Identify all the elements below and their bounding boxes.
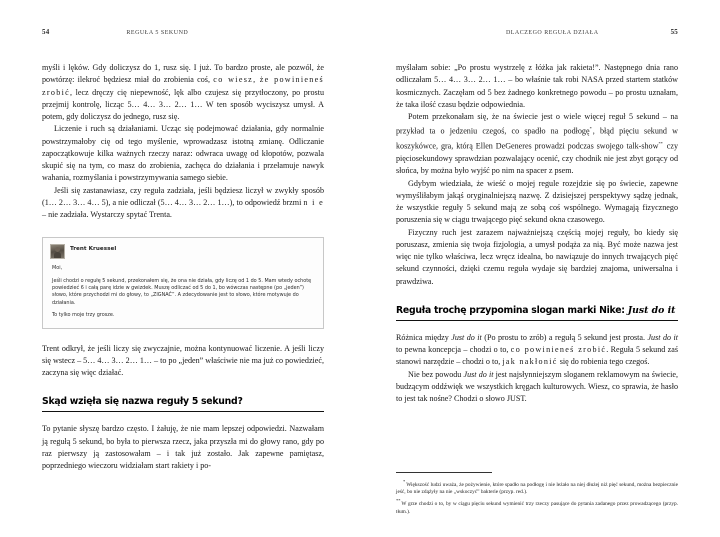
section-heading-italic-part: Just do it — [627, 304, 676, 316]
paragraph-rocket-launch: myślałam sobie: „Po prostu wystrzelę z łóżka jak rakieta!”. Następnego dnia rano odliczałam 5… 4… 3… 2… 1… – bo właśnie tak robi NASA przed startem statków kosmicznych. Zaczęłam od 5 bez żadnego konkretnego powodu – po prostu uznałam, że taka ilość czasu będzie odpowiednia. — [396, 63, 678, 109]
testimonial-header — [50, 244, 315, 259]
running-head-right — [396, 28, 678, 40]
footnote-marker: ** — [396, 498, 401, 504]
paragraph-continued: myśli i lęków. Gdy doliczysz do 1, rusz się. I już. To bardzo proste, ale pozwól, że powtórzę: ilekroć będziesz miał do zrobienia coś, co wiesz, że powinieneś zrobić, lecz dręczy cię niepewność, lęk albo czujesz się przytłoczony, po prostu przejmij kontrolę, licząc 5… 4… 3… 2… 1… W ten sposób wyciszysz umysł. A potem, gdy doliczysz do jednego, rusz się. — [42, 63, 324, 121]
emphasis-spaced-text: że powinieneś zrobić — [42, 75, 324, 97]
paragraph-name-origin-reflection: Gdybym wiedziała, że wieść o mojej regule rozejdzie się po świecie, zapewne wymyśliłabym jakąś oryginalniejszą nazwę. Z dzisiejszej perspektywy sądzę jednak, że wszystkie reguły 5 sekund mają ze sobą coś wspólnego. Wymagają fizycznego poruszenia się w ciągu trwającego pięć sekund okna czasowego. — [396, 178, 678, 225]
paragraph-trent-discovery: Trent odkrył, że jeśli liczy się zwyczajnie, można kontynuować liczenie. A jeśli liczy się wstecz – 5… 4… 3… 2… 1… – to po „jeden” właściwie nie ma już co powiedzieć, zaczyna się więc działać. — [42, 343, 324, 378]
running-head-title-left: REGUŁA 5 SEKUND — [126, 30, 189, 36]
testimonial-line: Jeśli chodzi o regułę 5 sekund, przekonałem się, że ona nie działa, gdy liczę od 1 do 5. Mam wtedy ochotę powiedzieć 6 i całą parę idzie w gwizdek. Muszę odliczać od 5 do 1, bo wówczas następne (po „jeden”) słowo, które przychodzi mi do głowy, to „ZIGNAĆ”. A zdecydowanie jest to słowo, które motywuje do działania. — [52, 277, 312, 306]
page-number-right: 55 — [670, 28, 678, 36]
paragraph-question: Jeśli się zastanawiasz, czy reguła zadziała, jeśli będziesz liczył w zwykły sposób (1… 2… 3… 4… 5), a nie odliczał (5… 4… 3… 2… 1…), to odpowiedź brzmi n i e – nie zadziała. Wystarczy spytać Trenta. — [42, 185, 324, 219]
paragraph-counting-is-action: Liczenie i ruch są działaniami. Ucząc się podejmować działania, gdy normalnie powstrzymałoby cię od tego myślenie, wprowadzasz istotną zmianę. Odliczanie zapoczątkowuje kilka ważnych rzeczy naraz: odwraca uwagę od kłopotów, pozwala skupić się na tym, co masz do zrobienia, zachęca do działania i przełamuje nawyk wahania, rozmyślania i powstrzymywania samego siebie. — [42, 124, 324, 183]
paragraph-difference-just-do-it: Różnica między Just do it (Po prostu to zrób) a regułą 5 sekund jest prosta. Just do it to pewna koncepcja – chodzi o to, co powinieneś zrobić. Reguła 5 sekund zaś stanowi narzędzie – chodzi o to, jak nakłonić się do robienia tego czegoś. — [396, 332, 678, 367]
emphasis-spaced-text: co wiesz, — [213, 75, 257, 85]
paragraph-origin-answer: To pytanie słyszę bardzo często. I żałuję, że nie mam lepszej odpowiedzi. Nazwałam ją regułą 5 sekund, bo była to pierwsza rzecz, jaka przyszła mi do głowy rano, gdy po raz pierwszy ją zastosowałam – i tak już zostało. Jak zapewne pamiętasz, poprzedniego wieczoru widziałam start rakiety i po- — [42, 424, 324, 471]
paragraph-most-famous-slogan: Nie bez powodu Just do it jest najsłynniejszym sloganem reklamowym na świecie, budzącym oddźwięk we wszystkich kręgach kulturowych. Wiesz, co sprawia, że hasło to jest tak nośne? Chodzi o słowo JUST. — [396, 369, 678, 404]
running-head-left — [42, 28, 324, 40]
footnote-marker-1: * — [589, 126, 592, 132]
testimonial-body — [50, 265, 315, 319]
testimonial-sender-name: Trent Kruessel — [70, 246, 117, 253]
footnote-separator-rule — [396, 472, 492, 473]
testimonial-line: To tylko moje trzy grosze. — [52, 312, 115, 319]
footnotes-section — [396, 472, 678, 517]
emphasis-spaced-text: co powinieneś zrobić — [510, 345, 607, 355]
footnote-item: *Większość ludzi uważa, że pożywienie, które spadło na podłogę i nie leżało na niej dłużej niż pięć sekund, można bezpiecznie jeść, bo nie zdążyły na nie „wskoczyć” bakterie (przyp. red.). — [396, 478, 678, 495]
page-right — [360, 0, 720, 537]
section-heading-nike-slogan: Reguła trochę przypomina slogan marki Nike: Just do it — [396, 305, 678, 321]
footnote-item: **W grze chodzi o to, by w ciągu pięciu sekund wymienić trzy rzeczy pasujące do pytania zadanego przez prowadzącego (przyp. tłum.). — [396, 498, 678, 515]
paragraph-physical-movement: Fizyczny ruch jest zarazem najważniejszą częścią mojej reguły, bo kiedy się poruszasz, zmienia się twoja fizjologia, a umysł podąża za nią. Być może nazwa jest więc nie tylko właściwa, lecz wręcz idealna, bo nawiązuje do innych trwających pięć sekund czynności, dzięki czemu reguła wydaje się bardziej znajoma, uniwersalna i prawdziwa. — [396, 227, 678, 286]
emphasis-spaced-text: n i e — [303, 197, 324, 207]
section-heading-origin-of-name: Skąd wzięła się nazwa reguły 5 sekund? — [42, 396, 324, 412]
footnote-marker-2: ** — [658, 141, 663, 147]
footnote-marker: * — [403, 478, 406, 484]
emphasis-spaced-text: jak nakłonić — [502, 357, 558, 367]
running-head-title-right: DLACZEGO REGUŁA DZIAŁA — [505, 30, 599, 36]
testimonial-line: Moi, — [52, 265, 63, 272]
testimonial-email-box — [42, 237, 324, 328]
page-number-left: 54 — [42, 28, 50, 36]
paragraph-other-five-second-rules: Potem przekonałam się, że na świecie jest o wiele więcej reguł 5 sekund – na przykład ta o jedzeniu czegoś, co spadło na podłogę*, błąd pięciu sekund w koszykówce, gra, którą Ellen DeGeneres prowadzi podczas swojego talk-show** czy pięciosekundowy sprawdzian pozwalający ocenić, czy chodnik nie jest zbyt gorący od słońca, by można było wyjść po nim na spacer z psem. — [396, 112, 678, 176]
user-avatar-icon — [50, 244, 65, 259]
